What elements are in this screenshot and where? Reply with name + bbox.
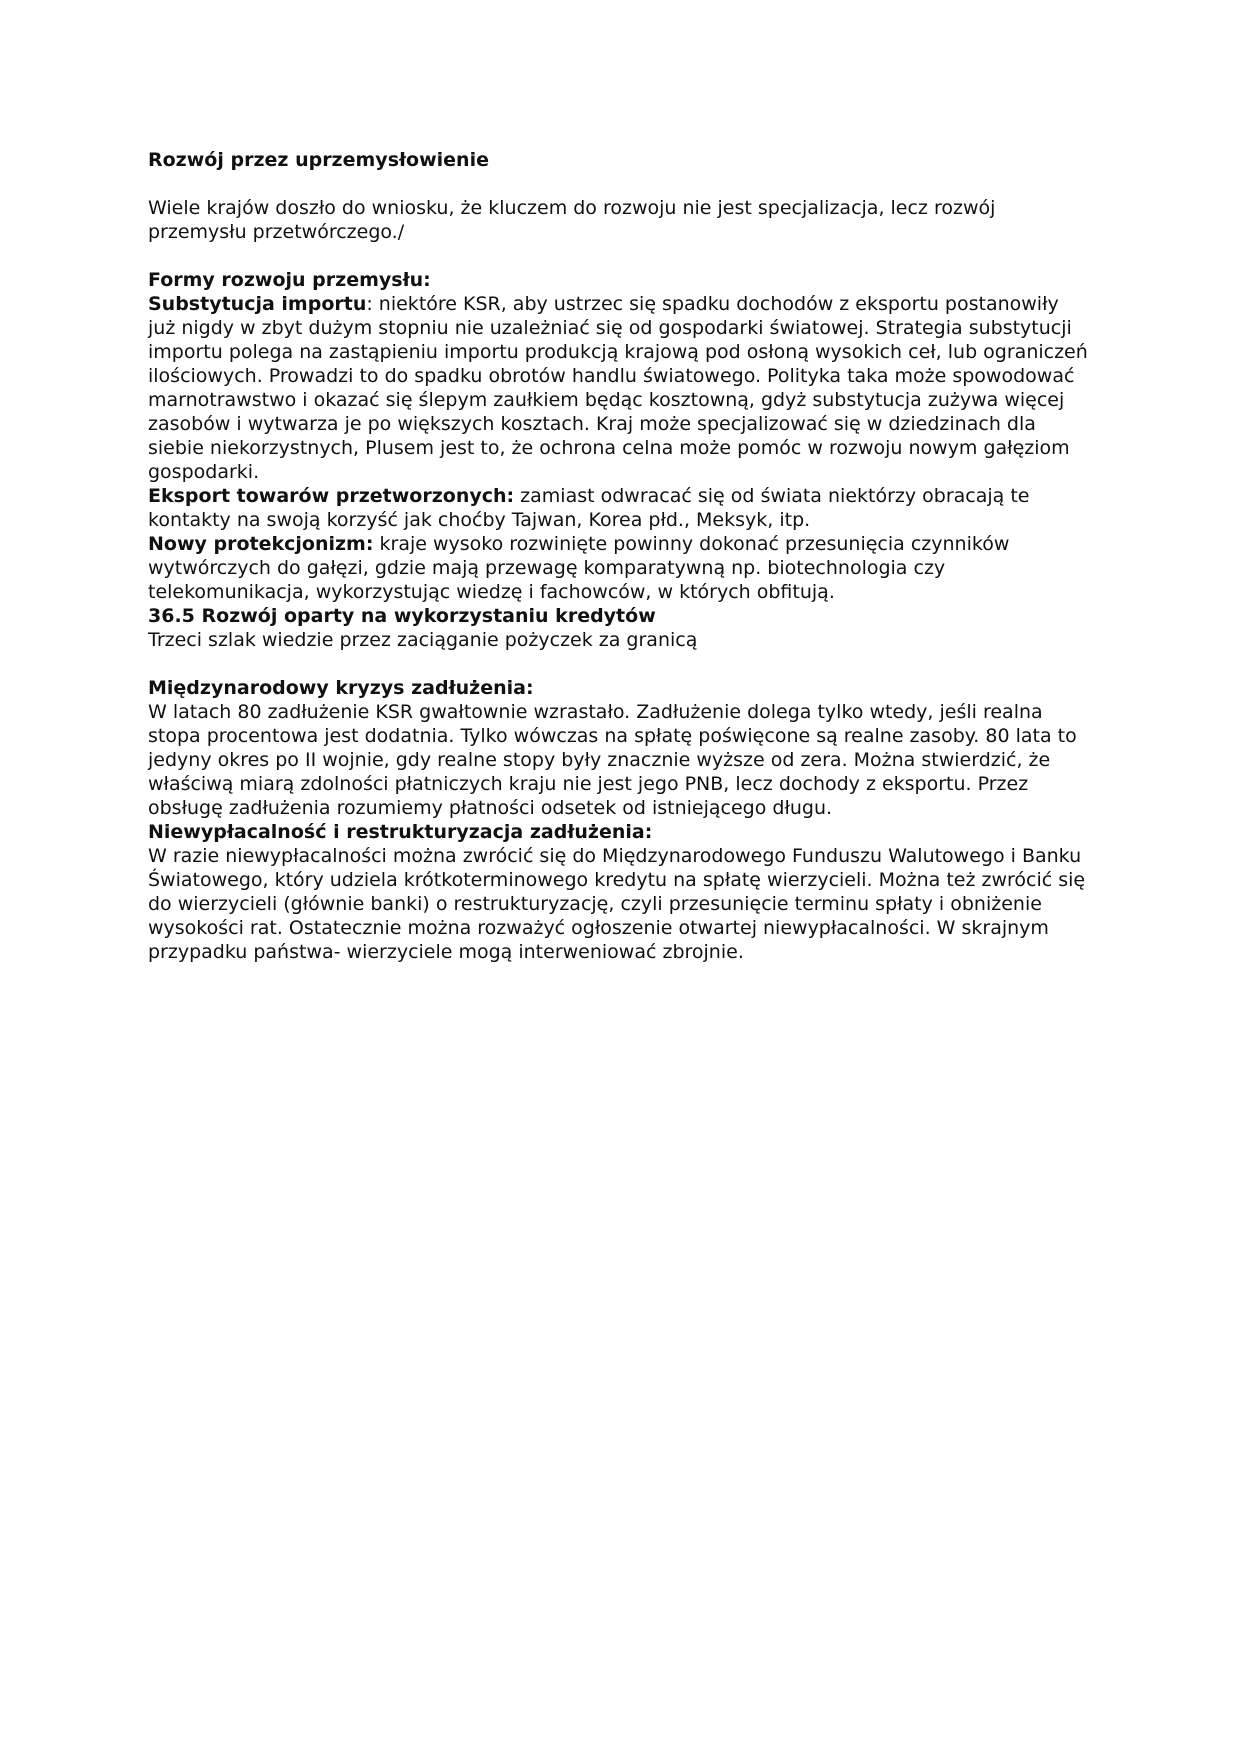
protectionism-paragraph — [148, 532, 1088, 604]
export-text: zamiast odwracać się od świata niektórzy obracają te kontakty na swoją korzyść jak choćby Tajwan, Korea płd., Meksyk, itp. — [148, 485, 1030, 531]
intro-paragraph: Wiele krajów doszło do wniosku, że kluczem do rozwoju nie jest specjalizacja, lecz rozwój przemysłu przetwórczego./ — [148, 197, 996, 243]
document-title: Rozwój przez uprzemysłowienie — [148, 149, 489, 171]
substitution-term: Substytucja importu — [148, 293, 367, 315]
export-paragraph — [148, 484, 1088, 532]
insolvency-paragraph: W razie niewypłacalności można zwrócić się do Międzynarodowego Funduszu Walutowego i Banku Światowego, który udziela krótkoterminowego kredytu na spłatę wierzycieli. Można też zwrócić się do wierzycieli (głównie banki) o restrukturyzację, czyli przesunięcie terminu spłaty i obniżenie wysokości rat. Ostatecznie można rozważyć ogłoszenie otwartej niewypłacalności. W skrajnym przypadku państwa- wierzyciele mogą interweniować zbrojnie. — [148, 845, 1086, 963]
forms-heading: Formy rozwoju przemysłu: — [148, 269, 431, 291]
protectionism-text: kraje wysoko rozwinięte powinny dokonać przesunięcia czynników wytwórczych do gałęzi, gdzie mają przewagę komparatywną np. biotechnologia czy telekomunikacja, wykorzystując wiedzę i fachowców, w których obfitują. — [148, 533, 1010, 603]
insolvency-heading: Niewypłacalność i restrukturyzacja zadłużenia: — [148, 821, 653, 843]
third-path-paragraph: Trzeci szlak wiedzie przez zaciąganie pożyczek za granicą — [148, 629, 698, 651]
protectionism-term: Nowy protekcjonizm: — [148, 533, 374, 555]
substitution-text: : niektóre KSR, aby ustrzec się spadku dochodów z eksportu postanowiły już nigdy w zbyt dużym stopniu nie uzależniać się od gospodarki światowej. Strategia substytucji importu polega na zastąpieniu importu produkcją krajową pod osłoną wysokich ceł, lub ograniczeń ilościowych. Prowadzi to do spadku obrotów handlu światowego. Polityka taka może spowodować marnotrawstwo i okazać się ślepym zaułkiem będąc kosztowną, gdyż substytucja zużywa więcej zasobów i wytwarza je po większych kosztach. Kraj może specjalizować się w dziedzinach dla siebie niekorzystnych, Plusem jest to, że ochrona celna może pomóc w rozwoju nowym gałęziom gospodarki. — [148, 293, 1088, 483]
substitution-paragraph — [148, 292, 1088, 484]
debt-crisis-heading: Międzynarodowy kryzys zadłużenia: — [148, 677, 534, 699]
debt-crisis-paragraph: W latach 80 zadłużenie KSR gwałtownie wzrastało. Zadłużenie dolega tylko wtedy, jeśli realna stopa procentowa jest dodatnia. Tylko wówczas na spłatę poświęcone są realne zasoby. 80 lata to jedyny okres po II wojnie, gdy realne stopy były znacznie wyższe od zera. Można stwierdzić, że właściwą miarą zdolności płatniczych kraju nie jest jego PNB, lecz dochody z eksportu. Przez obsługę zadłużenia rozumiemy płatności odsetek od istniejącego długu. — [148, 701, 1077, 819]
document-page — [148, 148, 1088, 964]
export-term: Eksport towarów przetworzonych: — [148, 485, 515, 507]
section-heading: 36.5 Rozwój oparty na wykorzystaniu kredytów — [148, 605, 656, 627]
